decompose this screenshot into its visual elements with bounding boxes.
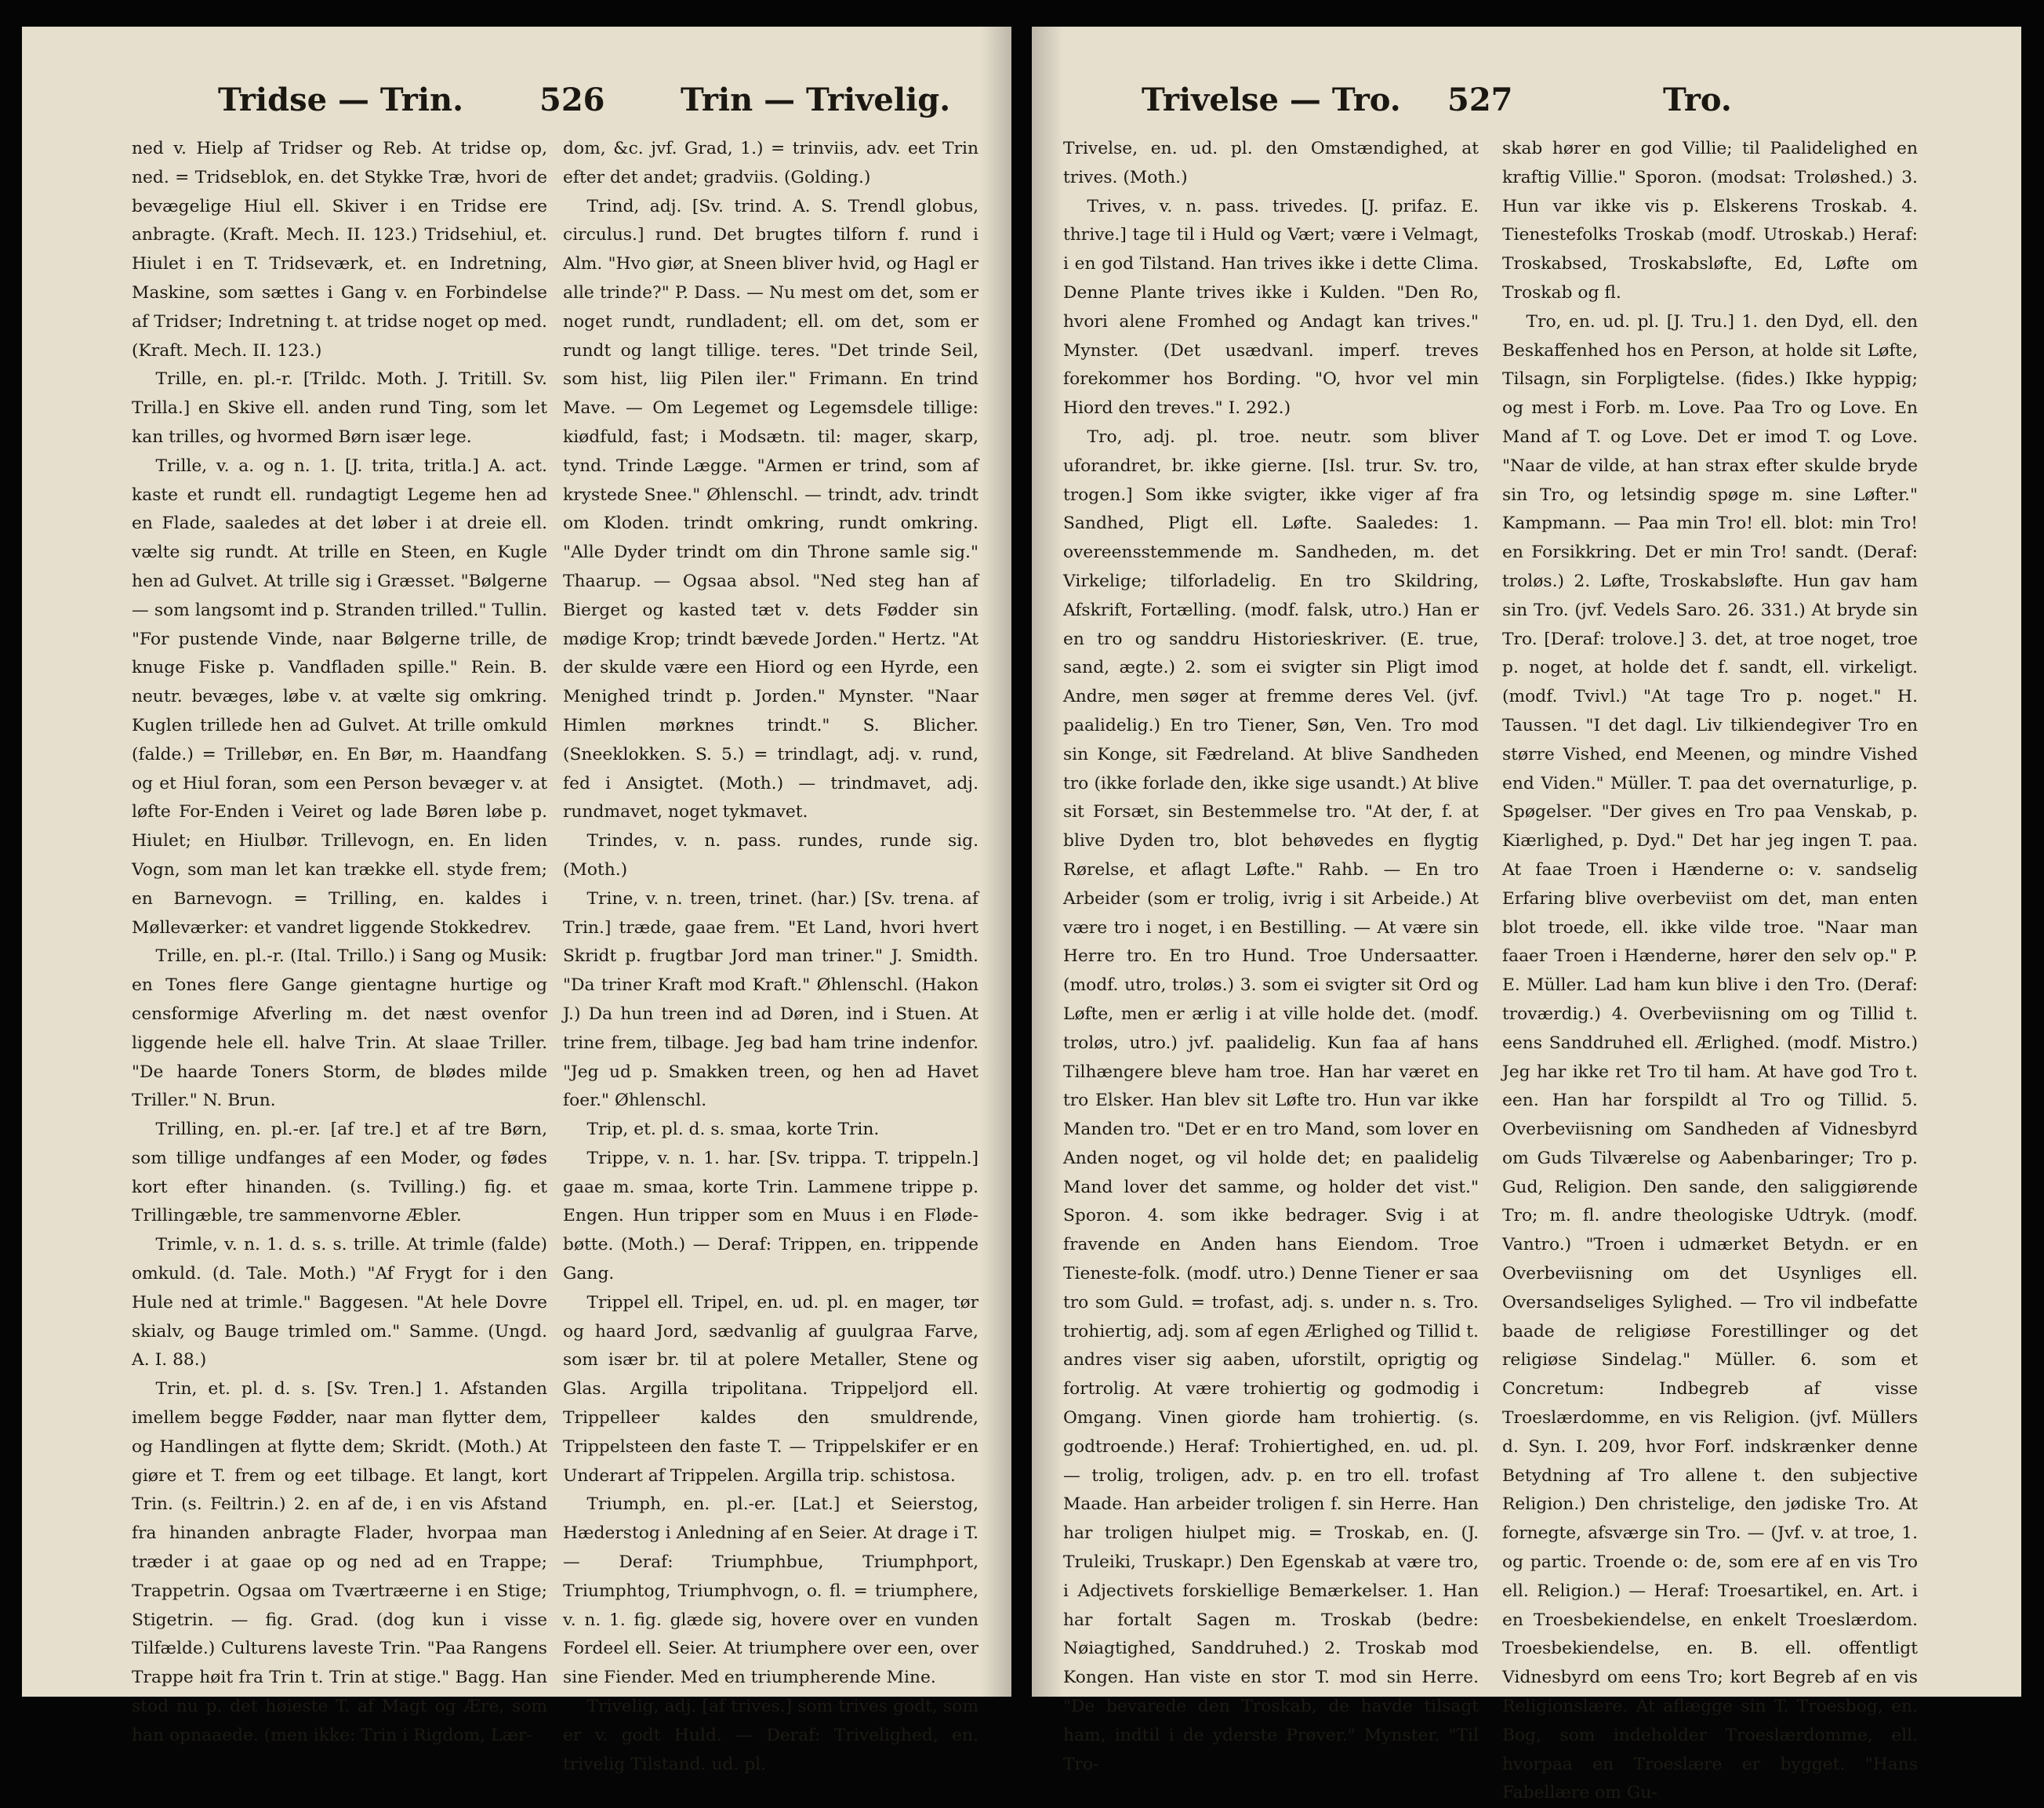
entry-paragraph: Trille, en. pl.-r. [Trildc. Moth. J. Tritill. Sv. Trilla.] en Skive ell. anden rund Ting, som let kan trilles, og hvormed Børn især lege. [132,369,547,447]
entry-paragraph: Triumph, en. pl.-er. [Lat.] et Seierstog, Hæderstog i Anledning af en Seier. At drage i T. — Deraf: Triumphbue, Triumphport, Triumphtog, Triumphvogn, o. fl. = triumphere, v. n. 1. fig. glæde sig, hovere over en vunden Fordeel ell. Seier. At triumphere over een, over sine Fiender. Med en triumpherende Mine. [563,1494,978,1688]
spine-shadow [980,27,1011,1697]
entry-paragraph: Trindes, v. n. pass. rundes, runde sig. (Moth.) [563,831,978,880]
text-column-1 [1063,135,1479,1774]
entry-paragraph: skab hører en god Villie; til Paalidelighed en kraftig Villie." Sporon. (modsat: Troløshed.) 3. Hun var ikke vis p. Elskerens Troskab. 4. Tienestefolks Troskab (modf. Utroskab.) Heraf: Troskabsed, Troskabsløfte, Ed, Løfte om Troskab og fl. [1502,139,1918,303]
spine-shadow [1032,27,1063,1697]
left-page [22,27,1011,1774]
entry-paragraph: Trine, v. n. treen, trinet. (har.) [Sv. trena. af Trin.] træde, gaae frem. "Et Land, hvori hvert Skridt p. frugtbar Jord man triner." J. Smidth. "Da triner Kraft mod Kraft." Øhlenschl. (Hakon J.) Da hun treen ind ad Døren, ind i Stuen. At trine frem, tilbage. Jeg bad ham trine indenfor. "Jeg ud p. Smakken treen, og hen ad Havet foer." Øhlenschl. [563,888,978,1111]
entry-paragraph: Trivelse, en. ud. pl. den Omstændighed, at trives. (Moth.) [1063,139,1479,187]
header-left-guide-word: Tridse — Trin. [218,82,464,118]
entry-paragraph: ned v. Hielp af Tridser og Reb. At tridse op, ned. = Tridseblok, en. det Stykke Træ, hvori de bevægelige Hiul ell. Skiver i en Tridse ere anbragte. (Kraft. Mech. II. 123.) Tridsehiul, et. Hiulet i en T. Tridseværk, et. en Indretning, Maskine, som sættes i Gang v. en Forbindelse af Tridser; Indretning t. at tridse noget op med. (Kraft. Mech. II. 123.) [132,139,547,361]
entry-paragraph: Trind, adj. [Sv. trind. A. S. Trendl globus, circulus.] rund. Det brugtes tilforn f. rund i Alm. "Hvo giør, at Sneen bliver hvid, og Hagl er alle trinde?" P. Dass. — Nu mest om det, som er noget rundt, rundladent; ell. om det, som er rundt og langt tillige. teres. "Det trinde Seil, som hist, liig Pilen iler." Frimann. En trind Mave. — Om Legemet og Legemsdele tillige: kiødfuld, fast; i Modsætn. til: mager, skarp, tynd. Trinde Lægge. "Armen er trind, som af krystede Snee." Øhlenschl. — trindt, adv. trindt om Kloden. trindt omkring, rundt omkring. "Alle Dyder trindt om din Throne samle sig." Thaarup. — Ogsaa absol. "Ned steg han af Bierget og kasted tæt v. dets Fødder sin mødige Krop; trindt bævede Jorden." Hertz. "At der skulde være een Hiord og een Hyrde, een Menighed trindt p. Jorden." Mynster. "Naar Himlen mørknes trindt." S. Blicher. (Sneeklokken. S. 5.) = trindlagt, adj. v. rund, fed i Ansigtet. (Moth.) — trindmavet, adj. rundmavet, noget tykmavet. [563,196,978,822]
entry-paragraph: Tro, en. ud. pl. [J. Tru.] 1. den Dyd, ell. den Beskaffenhed hos en Person, at holde sit Løfte, Tilsagn, sin Forpligtelse. (fides.) Ikke hyppig; og mest i Forb. m. Love. Paa Tro og Love. En Mand af T. og Love. Det er imod T. og Love. "Naar de vilde, at han strax efter skulde bryde sin Tro, og letsindig spøge m. sine Løfter." Kampmann. — Paa min Tro! ell. blot: min Tro! en Forsikkring. Det er min Tro! sandt. (Deraf: troløs.) 2. Løfte, Troskabsløfte. Hun gav ham sin Tro. (jvf. Vedels Saro. 26. 331.) At bryde sin Tro. [Deraf: trolove.] 3. det, at troe noget, troe p. noget, at holde det f. sandt, ell. virkeligt. (modf. Tvivl.) "At tage Tro p. noget." H. Taussen. "I det dagl. Liv tilkiendegiver Tro en større Vished, end Meenen, og mindre Vished end Viden." Müller. T. paa det overnaturlige, p. Spøgelser. "Der gives en Tro paa Venskab, p. Kiærlighed, p. Dyd." Det har jeg ingen T. paa. At faae Troen i Hænderne o: v. sandselig Erfaring blive overbeviist om det, man enten blot troede, ell. ikke vilde troe. "Naar man faaer Troen i Hænderne, hører den selv op." P. E. Müller. Lad ham kun blive i den Tro. (Deraf: troværdig.) 4. Overbeviisning om og Tillid t. eens Sanddruhed ell. Ærlighed. (modf. Mistro.) Jeg har ikke ret Tro til ham. At have god Tro t. een. Han har forspildt al Tro og Tillid. 5. Overbeviisning om Sandheden af Vidnesbyrd om Guds Tilværelse og Aabenbaringer; Tro p. Gud, Religion. Den sande, den saliggiørende Tro; m. fl. andre theologiske Udtryk. (modf. Vantro.) "Troen i udmærket Betydn. er en Overbeviisning om det Usynliges ell. Oversandseliges Sylighed. — Tro vil indbefatte baade de religiøse Forestillinger og det religiøse Sindelag." Müller. 6. som et Concretum: Indbegreb af visse Troeslærdomme, en vis Religion. (jvf. Müllers d. Syn. I. 209, hvor Forf. indskrænker denne Betydning af Tro allene t. den subjective Religion.) Den christelige, den jødiske Tro. At fornegte, afsværge sin Tro. — (Jvf. v. at troe, 1. og partic. Troende o: de, som ere af en vis Tro ell. Religion.) — Heraf: Troesartikel, en. Art. i en Troesbekiendelse, en enkelt Troeslærdom. Troesbekiendelse, en. B. ell. offentligt Vidnesbyrd om eens Tro; kort Begreb af en vis Religionslære. At aflægge sin T. Troesbog, en. Bog, som indeholder Troeslærdomme, ell. hvorpaa en Troeslære er bygget. "Hans Fabellære om Gu- [1502,311,1918,1803]
entry-paragraph: Trippe, v. n. 1. har. [Sv. trippa. T. trippeln.] gaae m. smaa, korte Trin. Lammene trippe p. Engen. Hun tripper som en Muus i en Fløde-bøtte. (Moth.) — Deraf: Trippen, en. trippende Gang. [563,1148,978,1284]
entry-paragraph: Trin, et. pl. d. s. [Sv. Tren.] 1. Afstanden imellem begge Fødder, naar man flytter dem, og Handlingen at flytte dem; Skridt. (Moth.) At giøre et T. frem og eet tilbage. Et langt, kort Trin. (s. Feiltrin.) 2. en af de, i en vis Afstand fra hinanden anbragte Flader, hvorpaa man træder i at gaae op og ned ad en Trappe; Trappetrin. Ogsaa om Tværtræerne i en Stige; Stigetrin. — fig. Grad. (dog kun i visse Tilfælde.) Culturens laveste Trin. "Paa Rangens Trappe høit fra Trin t. Trin at stige." Bagg. Han stod nu p. det høieste T. af Magt og Ære, som han opnaaede. (men ikke: Trin i Rigdom, Lær- [132,1379,547,1745]
entry-paragraph: Trives, v. n. pass. trivedes. [J. prifaz. E. thrive.] tage til i Huld og Vært; være i Velmagt, i en god Tilstand. Han trives ikke i dette Clima. Denne Plante trives ikke i Kulden. "Den Ro, hvori alene Fromhed og Andagt kan trives." Mynster. (Det usædvanl. imperf. treves forekommer hos Bording. "O, hvor vel min Hiord den treves." I. 292.) [1063,196,1479,419]
header-left-guide-word: Trivelse — Tro. [1142,82,1401,118]
header-right-guide-word: Trin — Trivelig. [681,82,951,118]
right-page [1032,27,2021,1803]
page-number: 527 [1447,82,1513,118]
entry-paragraph: Trilling, en. pl.-er. [af tre.] et af tre Børn, som tillige undfanges af een Moder, og fødes kort efter hinanden. (s. Tvilling.) fig. et Trillingæble, tre sammenvorne Æbler. [132,1120,547,1226]
text-column-2 [1502,135,1918,1803]
entry-paragraph: Tro, adj. pl. troe. neutr. som bliver uforandret, br. ikke gierne. [Isl. trur. Sv. tro, trogen.] Som ikke svigter, ikke viger af fra Sandhed, Pligt ell. Løfte. Saaledes: 1. overeensstemmende m. Sandheden, m. det Virkelige; tilforladelig. En tro Skildring, Afskrift, Fortælling. (modf. falsk, utro.) Han er en tro og sanddru Historieskriver. (E. true, sand, ægte.) 2. som ei svigter sin Pligt imod Andre, men søger at fremme deres Vel. (jvf. paalidelig.) En tro Tiener, Søn, Ven. Tro mod sin Konge, sit Fædreland. At blive Sandheden tro (ikke forlade den, ikke sige usandt.) At blive sit Forsæt, sin Bestemmelse tro. "At der, f. at blive Dyden tro, blot behøvedes en flygtig Rørelse, et aflagt Løfte." Rahb. — En tro Arbeider (som er trolig, ivrig i sit Arbeide.) At være tro i noget, i en Bestilling. — At være sin Herre tro. En tro Hund. Troe Undersaatter. (modf. utro, troløs.) 3. som ei svigter sit Ord og Løfte, men er ærlig i at ville holde det. (modf. troløs, utro.) jvf. paalidelig. Kun faa af hans Tilhængere bleve ham troe. Han har været en tro Elsker. Han blev sit Løfte tro. Hun var ikke Manden tro. "Det er en tro Mand, som lover en Anden noget, og vil holde det; en paalidelig Mand lover det samme, og holder det vist." Sporon. 4. som ikke bedrager. Svig i at fravende en Anden hans Eiendom. Troe Tieneste-folk. (modf. utro.) Denne Tiener er saa tro som Guld. = trofast, adj. s. under n. s. Tro. trohiertig, adj. som af egen Ærlighed og Tillid t. andres viser sig aaben, uforstilt, oprigtig og fortrolig. At være trohiertig og godmodig i Omgang. Vinen giorde ham trohiertig. (s. godtroende.) Heraf: Trohiertighed, en. ud. pl. — trolig, troligen, adv. p. en tro ell. trofast Maade. Han arbeider troligen f. sin Herre. Han har troligen hiulpet mig. = Troskab, en. (J. Truleiki, Truskapr.) Den Egenskab at være tro, i Adjectivets forskiellige Bemærkelser. 1. Han har fortalt Sagen m. Troskab (bedre: Nøiagtighed, Sanddruhed.) 2. Troskab mod Kongen. Han viste en stor T. mod sin Herre. "De bevarede den Troskab, de havde tilsagt ham, indtil i de yderste Prøver." Mynster. "Til Tro- [1063,427,1479,1774]
header-right-guide-word: Tro. [1663,82,1732,118]
entry-paragraph: Trille, en. pl.-r. (Ital. Trillo.) i Sang og Musik: en Tones flere Gange gientagne hurtige og censformige Afverling m. det næst ovenfor liggende hele ell. halve Trin. At slaae Triller. "De haarde Toners Storm, de blødes milde Triller." N. Brun. [132,946,547,1111]
text-column-2 [563,135,978,1774]
text-column-1 [132,135,547,1745]
page-number: 526 [539,82,605,118]
entry-paragraph: dom, &c. jvf. Grad, 1.) = trinviis, adv. eet Trin efter det andet; gradviis. (Golding.) [563,139,978,187]
entry-paragraph: Trippel ell. Tripel, en. ud. pl. en mager, tør og haard Jord, sædvanlig af guulgraa Farve, som især br. til at polere Metaller, Stene og Glas. Argilla tripolitana. Trippeljord ell. Trippelleer kaldes den smuldrende, Trippelsteen den faste T. — Trippelskifer er en Underart af Trippelen. Argilla trip. schistosa. [563,1292,978,1486]
entry-paragraph: Trivelig, adj. [af trives.] som trives godt, som er v. godt Huld. — Deraf: Trivelighed, en. trivelig Tilstand. ud. pl. [563,1697,978,1774]
entry-paragraph: Trille, v. a. og n. 1. [J. trita, tritla.] A. act. kaste et rundt ell. rundagtigt Legeme hen ad en Flade, saaledes at det løber i at dreie ell. vælte sig rundt. At trille en Steen, en Kugle hen ad Gulvet. At trille sig i Græsset. "Bølgerne — som langsomt ind p. Stranden trilled." Tullin. "For pustende Vinde, naar Bølgerne trille, de knuge Fiske p. Vandfladen spille." Rein. B. neutr. bevæges, løbe v. at vælte sig omkring. Kuglen trillede hen ad Gulvet. At trille omkuld (falde.) = Trillebør, en. En Bør, m. Haandfang og et Hiul foran, som een Person bevæger v. at løfte For-Enden i Veiret og lade Børen løbe p. Hiulet; en Hiulbør. Trillevogn, en. En liden Vogn, som man let kan trække ell. styde frem; en Barnevogn. = Trilling, en. kaldes i Mølleværker: et vandret liggende Stokkedrev. [132,456,547,938]
entry-paragraph: Trimle, v. n. 1. d. s. s. trille. At trimle (falde) omkuld. (d. Tale. Moth.) "Af Frygt for i den Hule ned at trimle." Baggesen. "At hele Dovre skialv, og Bauge trimled om." Samme. (Ungd. A. I. 88.) [132,1235,547,1371]
entry-paragraph: Trip, et. pl. d. s. smaa, korte Trin. [586,1120,880,1140]
